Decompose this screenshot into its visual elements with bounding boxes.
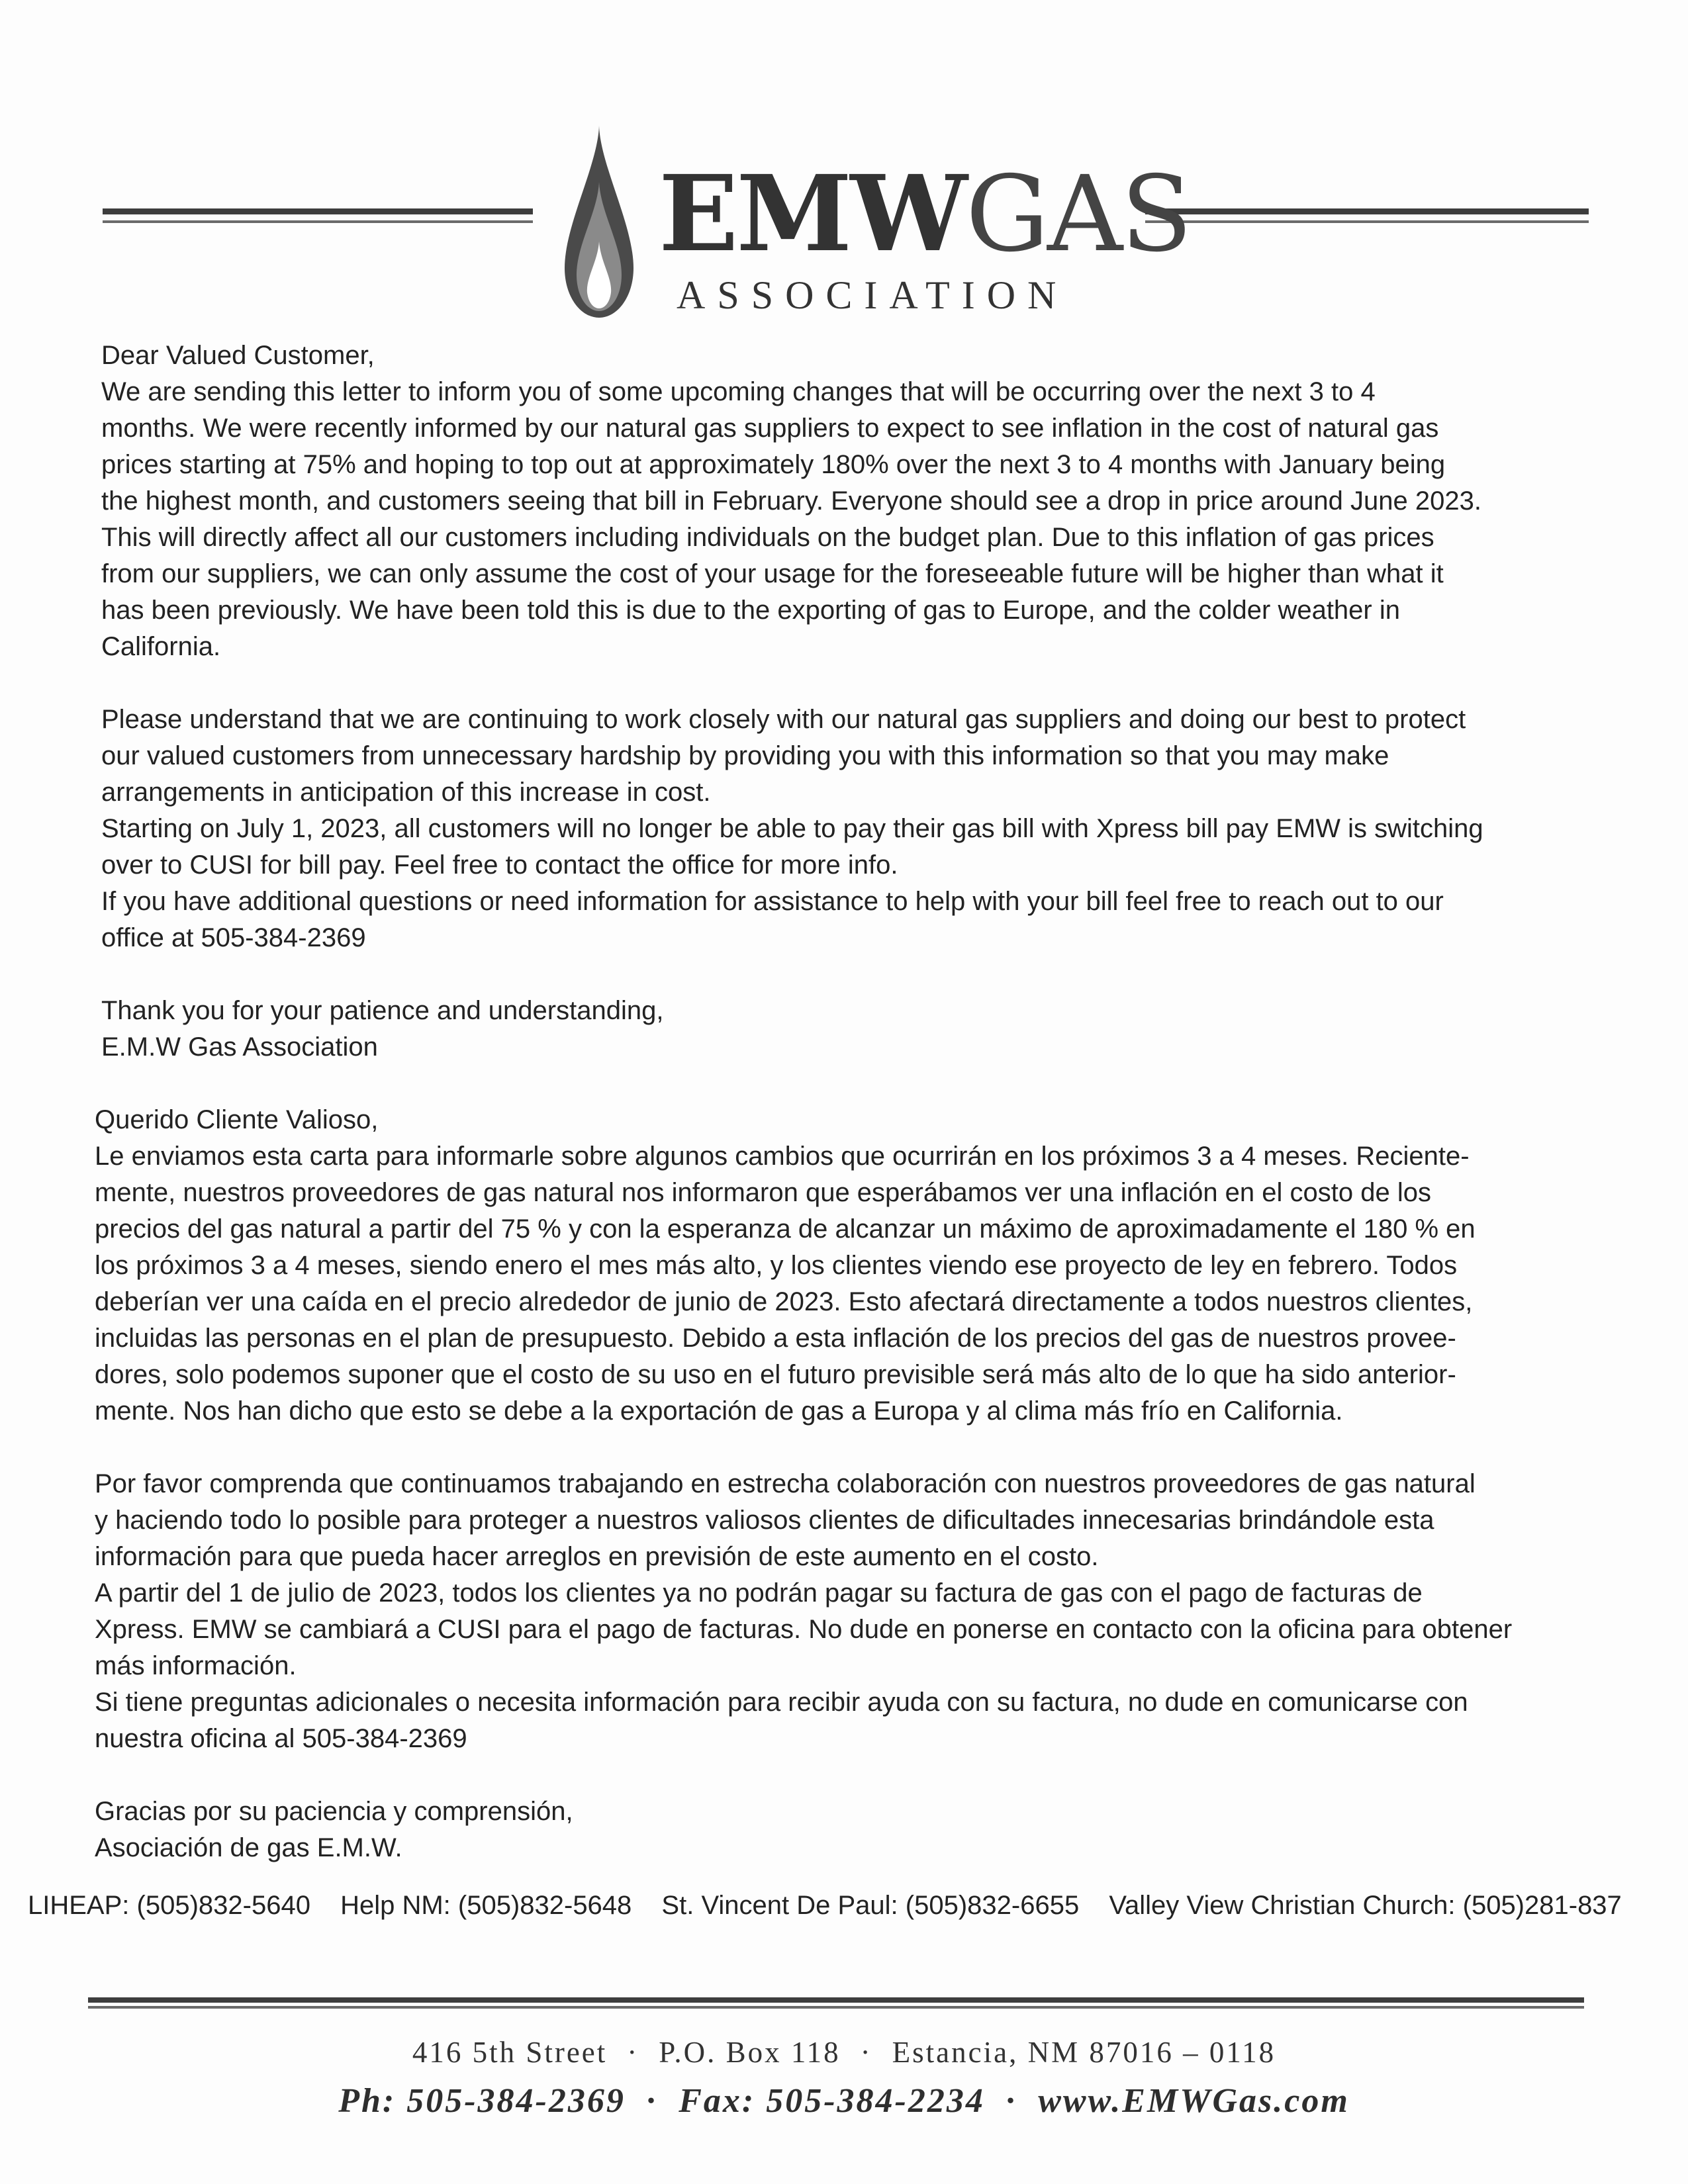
flame-logo-icon [559, 126, 639, 321]
text-line: los próximos 3 a 4 meses, siendo enero el mes más alto, y los clientes viendo ese proyecto de ley en febrero. Todos [95, 1251, 1458, 1280]
separator-dot: · [645, 2082, 659, 2120]
english-letter [101, 338, 1591, 1066]
text-line: Please understand that we are continuing to work closely with our natural gas suppliers and doing our best to protect [101, 705, 1466, 734]
header-rule-right [1145, 208, 1589, 223]
resource-item: LIHEAP: (505)832-5640 [28, 1891, 310, 1920]
signature: E.M.W Gas Association [101, 1032, 378, 1062]
street-address: 416 5th Street [412, 2036, 608, 2069]
separator-dot: · [1004, 2082, 1019, 2120]
text-line: nuestra oficina al 505-384-2369 [95, 1724, 467, 1753]
text-line: This will directly affect all our customers including individuals on the budget plan. Due to this inflation of gas prices [101, 523, 1434, 552]
brand-main: EMW [659, 153, 966, 275]
salutation: Querido Cliente Valioso, [95, 1105, 379, 1134]
text-line: mente, nuestros proveedores de gas natural nos informaron que esperábamos ver una inflación en el costo de los [95, 1178, 1431, 1207]
separator-dot: · [627, 2036, 639, 2069]
text-line: información para que pueda hacer arreglos en previsión de este aumento en el costo. [95, 1542, 1099, 1571]
footer-rule [88, 1997, 1584, 2009]
website-link[interactable]: www.EMWGas.com [1038, 2082, 1350, 2120]
text-line: más información. [95, 1651, 297, 1680]
text-line: Si tiene preguntas adicionales o necesita información para recibir ayuda con su factura, no dude en comunicarse con [95, 1688, 1468, 1717]
text-line: precios del gas natural a partir del 75 % y con la esperanza de alcanzar un máximo de aproximadamente el 180 % en [95, 1214, 1476, 1244]
text-line: incluidas las personas en el plan de presupuesto. Debido a esta inflación de los precios del gas de nuestros provee- [95, 1324, 1456, 1353]
city-state-zip: Estancia, NM 87016 – 0118 [892, 2036, 1276, 2069]
english-paragraph-1 [101, 374, 1591, 665]
po-box: P.O. Box 118 [659, 2036, 841, 2069]
text-line: arrangements in anticipation of this increase in cost. [101, 778, 711, 807]
text-line: California. [101, 632, 221, 661]
brand-sub: GAS [965, 154, 1191, 275]
text-line: has been previously. We have been told this is due to the exporting of gas to Europe, and the colder weather in [101, 596, 1400, 625]
text-line: Xpress. EMW se cambiará a CUSI para el pago de facturas. No dude en ponerse en contacto con la oficina para obtener [95, 1615, 1513, 1644]
text-line: We are sending this letter to inform you of some upcoming changes that will be occurring over the next 3 to 4 [101, 377, 1376, 406]
text-line: y haciendo todo lo posible para proteger a nuestros valiosos clientes de dificultades innecesarias brindándole esta [95, 1506, 1434, 1535]
phone-number: Ph: 505-384-2369 [338, 2082, 626, 2120]
resource-item: St. Vincent De Paul: (505)832-6655 [661, 1891, 1080, 1920]
text-line: our valued customers from unnecessary hardship by providing you with this information so that you may make [101, 741, 1389, 770]
spanish-letter [95, 1102, 1591, 1866]
text-line: mente. Nos han dicho que esto se debe a la exportación de gas a Europa y al clima más frío en California. [95, 1396, 1343, 1426]
separator-dot: · [860, 2036, 872, 2069]
spanish-paragraph-2 [95, 1466, 1591, 1757]
closing: Gracias por su paciencia y comprensión, [95, 1797, 573, 1826]
brand-name [659, 153, 1191, 275]
text-line: office at 505-384-2369 [101, 923, 366, 952]
resource-item: Valley View Christian Church: (505)281-837 [1109, 1891, 1622, 1920]
footer-address [0, 2035, 1688, 2070]
english-paragraph-2 [101, 702, 1591, 956]
salutation: Dear Valued Customer, [101, 341, 375, 370]
text-line: A partir del 1 de julio de 2023, todos los clientes ya no podrán pagar su factura de gas con el pago de facturas de [95, 1578, 1423, 1608]
text-line: Por favor comprenda que continuamos trabajando en estrecha colaboración con nuestros proveedores de gas natural [95, 1469, 1476, 1498]
text-line: dores, solo podemos suponer que el costo de su uso en el futuro previsible será más alto de lo que ha sido anterior- [95, 1360, 1456, 1389]
assistance-resources [28, 1891, 1643, 1921]
closing: Thank you for your patience and understanding, [101, 996, 664, 1025]
text-line: If you have additional questions or need information for assistance to help with your bill feel free to reach out to our [101, 887, 1444, 916]
footer-contact [0, 2081, 1688, 2120]
fax-number: Fax: 505-384-2234 [679, 2082, 985, 2120]
text-line: from our suppliers, we can only assume the cost of your usage for the foreseeable future will be higher than what it [101, 559, 1444, 588]
text-line: deberían ver una caída en el precio alrededor de junio de 2023. Esto afectará directamente a todos nuestros clientes, [95, 1287, 1473, 1316]
text-line: the highest month, and customers seeing that bill in February. Everyone should see a drop in price around June 2023. [101, 486, 1481, 516]
text-line: months. We were recently informed by our natural gas suppliers to expect to see inflation in the cost of natural gas [101, 414, 1439, 443]
signature: Asociación de gas E.M.W. [95, 1833, 402, 1862]
text-line: over to CUSI for bill pay. Feel free to contact the office for more info. [101, 850, 898, 880]
resource-item: Help NM: (505)832-5648 [340, 1891, 632, 1920]
brand-subtitle: ASSOCIATION [677, 273, 1068, 317]
spanish-paragraph-1 [95, 1138, 1591, 1430]
header-rule-left [103, 208, 533, 223]
text-line: Starting on July 1, 2023, all customers will no longer be able to pay their gas bill with Xpress bill pay EMW is switching [101, 814, 1483, 843]
text-line: prices starting at 75% and hoping to top out at approximately 180% over the next 3 to 4 months with January being [101, 450, 1446, 479]
text-line: Le enviamos esta carta para informarle sobre algunos cambios que ocurrirán en los próximos 3 a 4 meses. Reciente- [95, 1142, 1470, 1171]
